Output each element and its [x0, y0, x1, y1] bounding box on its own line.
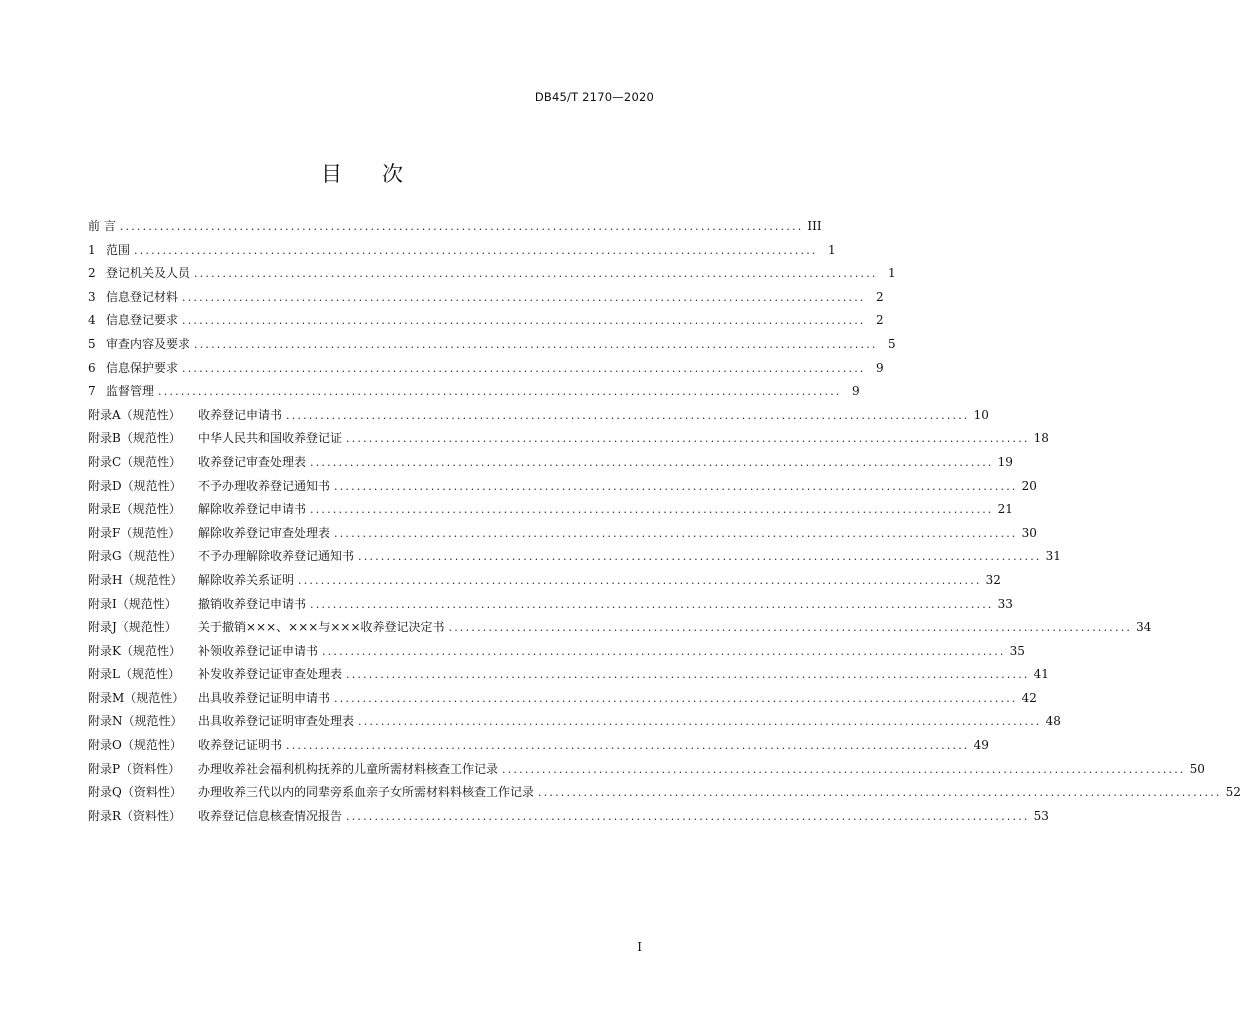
toc-leader-dots: ........................................................................................................................	[194, 337, 878, 351]
toc-entry-page: 9	[875, 360, 884, 375]
toc-entry-page: 20	[1021, 478, 1037, 493]
toc-entry-page: 1	[827, 242, 836, 257]
toc-entry[interactable]	[88, 498, 1013, 522]
toc-entry-number: 附录D（规范性）	[88, 478, 182, 493]
toc-entry-number: 附录N（规范性）	[88, 714, 183, 729]
toc-entry[interactable]	[88, 427, 1049, 451]
title-char-2: 次	[382, 162, 403, 186]
toc-entry-number: 2	[88, 266, 96, 281]
toc-entry-number: 附录Q（资料性）	[88, 785, 182, 800]
toc-entry-label: 信息登记材料	[106, 289, 179, 304]
toc-entry-number: 附录H（规范性）	[88, 572, 183, 587]
toc-entry-page: 50	[1189, 761, 1205, 776]
toc-entry[interactable]	[88, 239, 836, 263]
toc-leader-dots: ........................................................................................................................	[286, 408, 970, 422]
toc-entry-page: 33	[997, 596, 1013, 611]
toc-entry-label: 补领收养登记证申请书	[198, 643, 319, 658]
toc-entry[interactable]	[88, 309, 884, 333]
toc-leader-dots: ........................................................................................................................	[322, 644, 1006, 658]
toc-leader-dots: ........................................................................................................................	[334, 479, 1018, 493]
toc-entry-number: 附录I（规范性）	[88, 596, 177, 611]
toc-entry[interactable]	[88, 758, 1205, 782]
toc-leader-dots: ........................................................................................................................	[448, 621, 1133, 635]
toc-entry[interactable]	[88, 380, 860, 404]
toc-entry-label: 收养登记信息核查情况报告	[198, 808, 343, 823]
toc-entry-number: 附录O（规范性）	[88, 738, 182, 753]
page-title	[0, 158, 724, 188]
toc-entry[interactable]	[88, 475, 1037, 499]
toc-entry-label: 撤销收养登记申请书	[198, 596, 307, 611]
toc-entry[interactable]	[88, 262, 896, 286]
toc-entry-label: 收养登记申请书	[198, 407, 283, 422]
footer-page-number: I	[637, 940, 642, 954]
toc-leader-dots: ........................................................................................................................	[358, 550, 1042, 564]
toc-entry-label: 监督管理	[106, 384, 155, 399]
toc-entry-page: 2	[875, 289, 884, 304]
toc-leader-dots: ........................................................................................................................	[346, 809, 1030, 823]
toc-leader-dots: ........................................................................................................................	[286, 739, 970, 753]
toc-entry-label: 信息登记要求	[106, 313, 179, 328]
toc-leader-dots: ........................................................................................................................	[358, 715, 1042, 729]
toc-entry-number: 附录C（规范性）	[88, 454, 182, 469]
toc-leader-dots: ........................................................................................................................	[502, 762, 1186, 776]
toc-entry-label: 审查内容及要求	[106, 336, 191, 351]
toc-entry-label: 范围	[106, 242, 131, 257]
document-code: DB45/T 2170—2020	[534, 90, 654, 104]
toc-leader-dots: ........................................................................................................................	[538, 786, 1222, 800]
toc-entry-label: 不予办理收养登记通知书	[198, 478, 331, 493]
toc-entry-page: III	[807, 219, 822, 233]
toc-entry-page: 19	[997, 454, 1013, 469]
toc-entry[interactable]	[88, 545, 1061, 569]
toc-entry-page: 5	[887, 336, 896, 351]
toc-entry-label: 出具收养登记证明审查处理表	[198, 714, 355, 729]
toc-entry[interactable]	[88, 687, 1037, 711]
toc-entry-label: 收养登记审查处理表	[198, 454, 307, 469]
toc-entry-label: 办理收养三代以内的同辈旁系血亲子女所需材料料核查工作记录	[198, 785, 535, 800]
toc-entry-number: 3	[88, 289, 96, 304]
toc-entry-number: 附录K（规范性）	[88, 643, 181, 658]
toc-leader-dots: ........................................................................................................................	[310, 597, 994, 611]
toc-entry-page: 42	[1021, 690, 1037, 705]
toc-entry-label: 办理收养社会福利机构抚养的儿童所需材料核查工作记录	[198, 761, 499, 776]
toc-leader-dots: ........................................................................................................................	[182, 361, 866, 375]
toc-leader-dots: ........................................................................................................................	[346, 432, 1030, 446]
toc-entry-number: 附录J（规范性）	[88, 620, 177, 635]
toc-entry-label: 中华人民共和国收养登记证	[198, 431, 343, 446]
toc-entry[interactable]	[88, 215, 822, 239]
toc-leader-dots: ........................................................................................................................	[182, 314, 866, 328]
toc-entry[interactable]	[88, 781, 1241, 805]
toc-entry-page: 18	[1033, 431, 1049, 446]
toc-entry[interactable]	[88, 569, 1001, 593]
toc-entry[interactable]	[88, 805, 1049, 829]
toc-entry-page: 48	[1045, 714, 1061, 729]
toc-entry-number: 附录G（规范性）	[88, 549, 182, 564]
toc-leader-dots: ........................................................................................................................	[334, 526, 1018, 540]
toc-entry-label: 不予办理解除收养登记通知书	[198, 549, 355, 564]
toc-entry-number: 附录M（规范性）	[88, 690, 185, 705]
toc-entry-page: 53	[1033, 808, 1049, 823]
toc-leader-dots: ........................................................................................................................	[119, 220, 804, 233]
toc-entry-number: 5	[88, 336, 96, 351]
toc-entry-label: 解除收养登记审查处理表	[198, 525, 331, 540]
toc-entry-page: 21	[997, 502, 1013, 517]
toc-entry-number: 6	[88, 360, 96, 375]
toc-entry-number: 附录E（规范性）	[88, 502, 181, 517]
toc-entry[interactable]	[88, 616, 1152, 640]
toc-entry-label: 前 言	[88, 219, 116, 233]
toc-entry-number: 附录L（规范性）	[88, 667, 180, 682]
table-of-contents	[88, 215, 1241, 828]
toc-entry-page: 32	[985, 572, 1001, 587]
toc-entry-number: 附录R（资料性）	[88, 808, 182, 823]
toc-entry-label: 解除收养关系证明	[198, 572, 295, 587]
toc-entry-label: 登记机关及人员	[106, 266, 191, 281]
toc-entry[interactable]	[88, 333, 896, 357]
toc-leader-dots: ........................................................................................................................	[298, 573, 982, 587]
toc-entry[interactable]	[88, 734, 989, 758]
toc-entry-number: 4	[88, 313, 96, 328]
toc-entry-number: 附录P（资料性）	[88, 761, 181, 776]
toc-entry-page: 34	[1136, 620, 1152, 635]
toc-entry-page: 35	[1009, 643, 1025, 658]
toc-entry[interactable]	[88, 451, 1013, 475]
toc-entry-page: 30	[1021, 525, 1037, 540]
toc-entry-page: 41	[1033, 667, 1049, 682]
toc-entry[interactable]	[88, 357, 884, 381]
toc-entry[interactable]	[88, 663, 1049, 687]
toc-leader-dots: ........................................................................................................................	[334, 691, 1018, 705]
toc-entry-page: 1	[887, 266, 896, 281]
toc-entry-label: 信息保护要求	[106, 360, 179, 375]
toc-entry[interactable]	[88, 286, 884, 310]
title-char-1: 目	[321, 162, 342, 186]
toc-entry-label: 出具收养登记证明申请书	[198, 690, 331, 705]
toc-entry[interactable]	[88, 640, 1025, 664]
toc-entry-number: 附录A（规范性）	[88, 407, 181, 422]
toc-entry-page: 10	[973, 407, 989, 422]
toc-entry-number: 1	[88, 242, 96, 257]
toc-entry-label: 解除收养登记申请书	[198, 502, 307, 517]
toc-entry-number: 7	[88, 384, 96, 399]
toc-leader-dots: ........................................................................................................................	[194, 267, 878, 281]
toc-entry-number: 附录F（规范性）	[88, 525, 181, 540]
toc-leader-dots: ........................................................................................................................	[182, 290, 866, 304]
toc-entry-label: 补发收养登记证审查处理表	[198, 667, 343, 682]
toc-leader-dots: ........................................................................................................................	[158, 385, 842, 399]
toc-entry[interactable]	[88, 404, 989, 428]
toc-entry-page: 9	[851, 384, 860, 399]
toc-entry[interactable]	[88, 710, 1061, 734]
toc-entry[interactable]	[88, 522, 1037, 546]
toc-entry[interactable]	[88, 593, 1013, 617]
toc-entry-label: 收养登记证明书	[198, 738, 283, 753]
toc-leader-dots: ........................................................................................................................	[310, 503, 994, 517]
toc-leader-dots: ........................................................................................................................	[310, 455, 994, 469]
toc-leader-dots: ........................................................................................................................	[134, 243, 818, 257]
toc-entry-page: 2	[875, 313, 884, 328]
toc-entry-label: 关于撤销×××、×××与×××收养登记决定书	[198, 620, 445, 635]
toc-leader-dots: ........................................................................................................................	[346, 668, 1030, 682]
toc-entry-page: 31	[1045, 549, 1061, 564]
toc-entry-page: 52	[1225, 785, 1241, 800]
toc-entry-page: 49	[973, 738, 989, 753]
toc-entry-number: 附录B（规范性）	[88, 431, 181, 446]
